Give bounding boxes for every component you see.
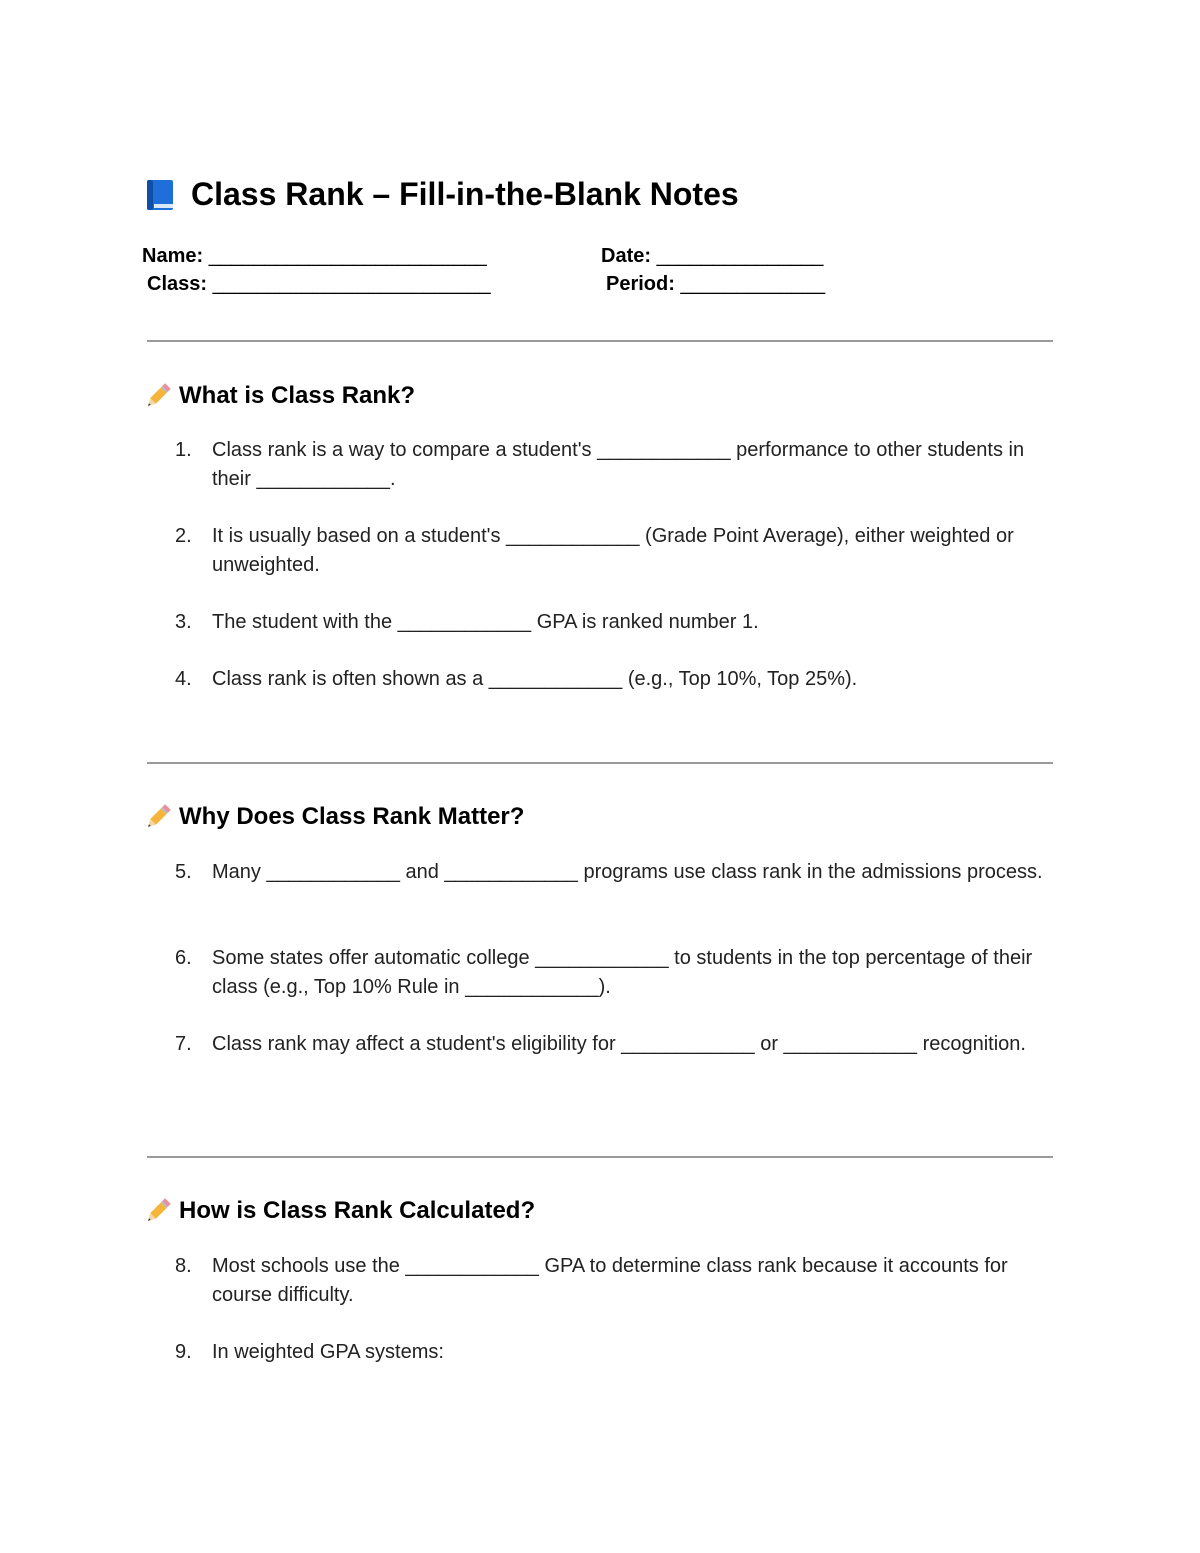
item-text: Class rank is often shown as a ____________ (e.g., Top 10%, Top 25%). xyxy=(212,668,858,690)
item-text: It is usually based on a student's ____________ (Grade Point Average), either weighted or unweighted. xyxy=(212,525,1014,576)
pencil-icon xyxy=(143,1196,173,1226)
item-text: Most schools use the ____________ GPA to determine class rank because it accounts for course difficulty. xyxy=(212,1255,1008,1306)
section-divider xyxy=(147,340,1053,342)
item-text: In weighted GPA systems: xyxy=(212,1341,444,1363)
item-number: 9. xyxy=(175,1341,192,1363)
class-label: Class: xyxy=(147,273,208,295)
item-number: 1. xyxy=(175,439,192,461)
list-item xyxy=(175,522,1055,580)
name-label: Name: xyxy=(142,245,204,267)
book-icon xyxy=(143,178,177,212)
section-heading-text: What is Class Rank? xyxy=(179,382,416,409)
section-heading-text: Why Does Class Rank Matter? xyxy=(179,803,525,830)
list-item xyxy=(175,608,1055,637)
item-text: Many ____________ and ____________ programs use class rank in the admissions process. xyxy=(212,861,1043,883)
name-blank[interactable]: _________________________ xyxy=(208,245,487,267)
item-text: The student with the ____________ GPA is ranked number 1. xyxy=(212,611,759,633)
date-blank[interactable]: _______________ xyxy=(656,245,824,267)
item-text: Class rank is a way to compare a student's ____________ performance to other students in their ____________. xyxy=(212,439,1025,490)
list-item xyxy=(175,1252,1055,1310)
section-heading-what-is xyxy=(143,381,415,411)
period-field[interactable] xyxy=(606,273,825,296)
item-text: Class rank may affect a student's eligibility for ____________ or ____________ recognition. xyxy=(212,1033,1026,1055)
section-heading-text: How is Class Rank Calculated? xyxy=(179,1197,536,1224)
section-divider xyxy=(147,1156,1053,1158)
section-heading-why-matter xyxy=(143,802,524,832)
pencil-icon xyxy=(143,381,173,411)
section-divider xyxy=(147,762,1053,764)
name-field[interactable] xyxy=(142,245,487,268)
period-blank[interactable]: _____________ xyxy=(680,273,826,295)
item-text: Some states offer automatic college ____________ to students in the top percentage of their class (e.g., Top 10% Rule in ____________). xyxy=(212,947,1033,998)
item-number: 4. xyxy=(175,668,192,690)
date-field[interactable] xyxy=(601,245,823,268)
list-item xyxy=(175,858,1055,887)
list-item xyxy=(175,1338,1055,1367)
list-item xyxy=(175,944,1055,1002)
list-item xyxy=(175,436,1055,494)
item-number: 7. xyxy=(175,1033,192,1055)
class-blank[interactable]: _________________________ xyxy=(212,273,491,295)
item-number: 3. xyxy=(175,611,192,633)
item-number: 5. xyxy=(175,861,192,883)
class-field[interactable] xyxy=(147,273,491,296)
item-number: 2. xyxy=(175,525,192,547)
list-item xyxy=(175,1030,1055,1059)
period-label: Period: xyxy=(606,273,675,295)
item-number: 6. xyxy=(175,947,192,969)
title-text: Class Rank – Fill-in-the-Blank Notes xyxy=(191,176,739,212)
page-title xyxy=(143,176,739,213)
pencil-icon xyxy=(143,802,173,832)
section-heading-how-calculated xyxy=(143,1196,535,1226)
date-label: Date: xyxy=(601,245,652,267)
item-number: 8. xyxy=(175,1255,192,1277)
list-item xyxy=(175,665,1055,694)
